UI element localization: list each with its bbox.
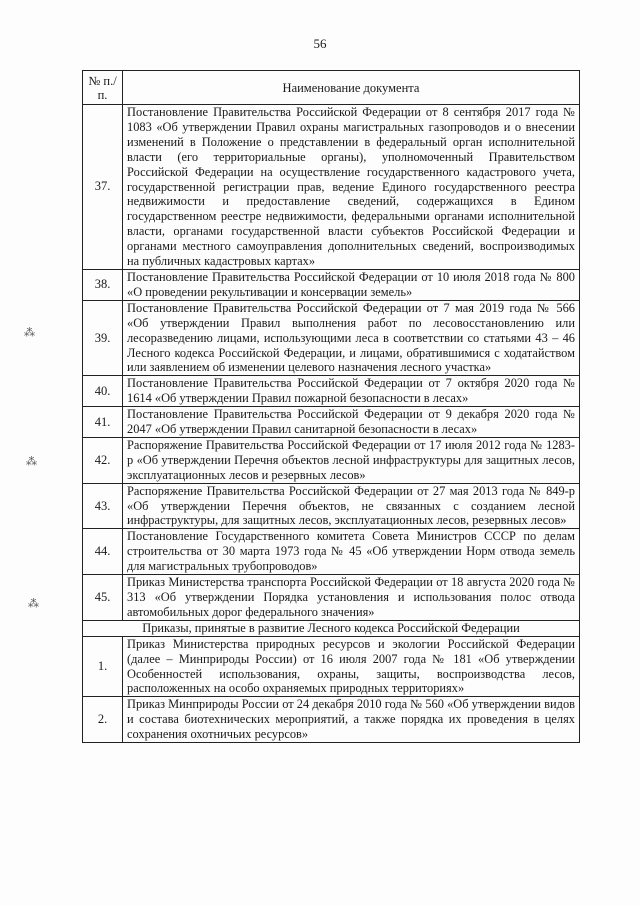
- table-row: [83, 105, 580, 270]
- document-name: Постановление Правительства Российской Федерации от 9 декабря 2020 года № 2047 «Об утверждении Правил санитарной безопасности в лесах»: [123, 407, 580, 438]
- document-name: Постановление Правительства Российской Федерации от 7 мая 2019 года № 566 «Об утверждении Правил выполнения работ по лесовосстановлению или лесоразведению лицами, использующими леса в соответствии со статьями 43 – 46 Лесного кодекса Российской Федерации, и лицами, обратившимися с ходатайством или заявлением об изменении целевого назначения лесного участка»: [123, 300, 580, 376]
- row-number: 37.: [83, 105, 123, 270]
- margin-mark: ⁂: [24, 327, 35, 339]
- page-number: 56: [313, 36, 327, 51]
- row-number: 41.: [83, 407, 123, 438]
- table-row: [83, 697, 580, 743]
- row-number: 40.: [83, 376, 123, 407]
- row-number: 1.: [83, 636, 123, 697]
- row-number: 43.: [83, 483, 123, 529]
- table-row: [83, 575, 580, 621]
- document-name: Постановление Правительства Российской Федерации от 8 сентября 2017 года № 1083 «Об утверждении Правил охраны магистральных газопроводов и о внесении изменений в Положение о представлении в федеральный орган исполнительной власти (его территориальные органы), уполномоченный Правительством Российской Федерации на осуществление государственного кадастрового учета, государственной регистрации прав, ведение Единого государственного реестра недвижимости и предоставление сведений, содержащихся в Едином государственном реестре недвижимости, федеральными органами исполнительной власти, органами государственной власти субъектов Российской Федерации и органами местного самоуправления дополнительных сведений, воспроизводимых на публичных кадастровых картах»: [123, 105, 580, 270]
- document-name: Приказ Минприроды России от 24 декабря 2010 года № 560 «Об утверждении видов и состава биотехнических мероприятий, а также порядка их проведения в целях сохранения охотничьих ресурсов»: [123, 697, 580, 743]
- row-number: 42.: [83, 437, 123, 483]
- table-row: [83, 529, 580, 575]
- table-row: [83, 407, 580, 438]
- table-row: [83, 636, 580, 697]
- table-row: [83, 269, 580, 300]
- document-name: Распоряжение Правительства Российской Федерации от 17 июля 2012 года № 1283-р «Об утверждении Перечня объектов лесной инфраструктуры для защитных лесов, эксплуатационных лесов и резервных лесов»: [123, 437, 580, 483]
- margin-mark: ⁂: [26, 456, 37, 468]
- row-number: 38.: [83, 269, 123, 300]
- document-name: Постановление Государственного комитета Совета Министров СССР по делам строительства от 30 марта 1973 года № 45 «Об утверждении Норм отвода земель для магистральных трубопроводов»: [123, 529, 580, 575]
- document-name: Постановление Правительства Российской Федерации от 7 октября 2020 года № 1614 «Об утверждении Правил пожарной безопасности в лесах»: [123, 376, 580, 407]
- document-name: Распоряжение Правительства Российской Федерации от 27 мая 2013 года № 849-р «Об утверждении Перечня объектов, не связанных с созданием лесной инфраструктуры, для защитных лесов, эксплуатационных лесов, резервных лесов»: [123, 483, 580, 529]
- column-header-name: Наименование документа: [123, 71, 580, 105]
- row-number: 45.: [83, 575, 123, 621]
- section-header-row: [83, 620, 580, 636]
- table-row: [83, 483, 580, 529]
- row-number: 2.: [83, 697, 123, 743]
- table-header-row: [83, 71, 580, 105]
- table-row: [83, 437, 580, 483]
- section-title: Приказы, принятые в развитие Лесного кодекса Российской Федерации: [83, 620, 580, 636]
- margin-mark: ⁂: [28, 598, 39, 610]
- table-row: [83, 376, 580, 407]
- column-header-number: № п./п.: [83, 71, 123, 105]
- documents-table: [82, 70, 580, 743]
- row-number: 44.: [83, 529, 123, 575]
- table-row: [83, 300, 580, 376]
- row-number: 39.: [83, 300, 123, 376]
- document-name: Постановление Правительства Российской Федерации от 10 июля 2018 года № 800 «О проведении рекультивации и консервации земель»: [123, 269, 580, 300]
- document-name: Приказ Министерства природных ресурсов и экологии Российской Федерации (далее – Минприроды России) от 16 июля 2007 года № 181 «Об утверждении Особенностей использования, охраны, защиты, воспроизводства лесов, расположенных на особо охраняемых природных территориях»: [123, 636, 580, 697]
- document-name: Приказ Министерства транспорта Российской Федерации от 18 августа 2020 года № 313 «Об утверждении Порядка установления и использования полос отвода автомобильных дорог федерального значения»: [123, 575, 580, 621]
